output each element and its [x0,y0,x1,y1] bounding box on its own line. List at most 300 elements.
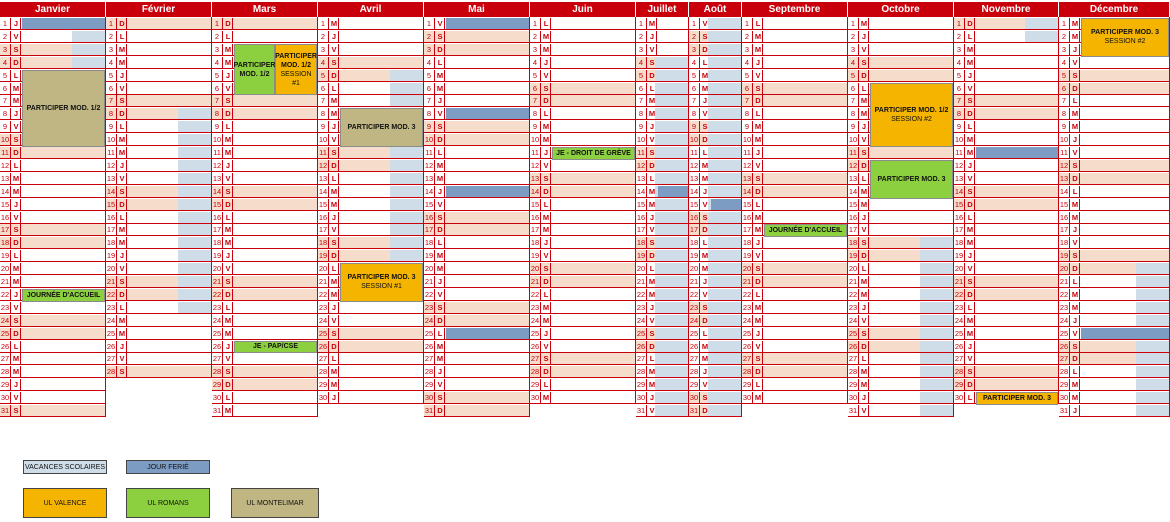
day-février-27 [106,353,212,365]
day-août-13 [689,173,742,185]
vacances-cell [1025,31,1059,42]
day-number: 17 [212,225,222,235]
vacances-cell [708,147,742,158]
day-number: 3 [742,44,753,55]
day-number: 2 [318,31,329,42]
day-number: 2 [106,31,117,42]
day-number: 25 [318,328,328,338]
day-letter: M [330,277,338,286]
day-number: 13 [0,173,10,183]
day-number: 28 [424,367,434,377]
day-number: 5 [954,70,965,81]
day-letter: V [1071,328,1080,339]
vacances-cell [708,328,742,339]
day-number: 7 [1059,95,1070,106]
day-letter: L [542,18,551,29]
vacances-cell [390,199,424,210]
day-janvier-1 [0,18,106,30]
day-number: 3 [0,44,11,55]
day-septembre-19 [742,250,848,262]
day-letter: D [224,379,233,390]
day-number: 16 [954,212,964,222]
day-août-19 [689,250,742,262]
event-sep-accueil[interactable] [764,224,847,237]
day-octobre-21 [848,276,954,288]
day-letter: S [224,186,233,197]
day-number: 15 [848,199,858,209]
day-juillet-5 [636,70,689,82]
day-avril-24 [318,315,424,327]
day-number: 22 [1059,289,1069,299]
day-letter: V [330,44,339,55]
day-letter: J [330,212,339,223]
day-juin-13 [530,173,636,185]
day-letter: L [542,199,551,210]
day-décembre-15 [1059,199,1170,211]
event-dec-mod3[interactable] [1081,18,1169,57]
day-letter: M [966,135,974,145]
day-janvier-12 [0,160,106,172]
day-janvier-20 [0,263,106,275]
day-letter: J [436,276,445,287]
day-number: 22 [689,289,699,299]
day-septembre-23 [742,302,848,314]
vacances-cell [390,83,424,94]
vacances-cell [655,379,689,390]
vacances-cell [390,237,424,248]
day-février-3 [106,44,212,56]
vacances-cell [390,173,424,184]
day-letter: L [436,328,445,339]
day-décembre-5 [1059,70,1170,82]
day-letter: S [436,212,445,223]
vacances-cell [390,160,424,171]
day-number: 29 [424,380,434,390]
event-mar-mod12-romans[interactable] [234,44,275,96]
day-août-23 [689,302,742,314]
event-jan-mod12[interactable] [22,70,105,147]
event-mar-mod12-valence[interactable] [275,44,317,96]
day-number: 5 [424,70,435,81]
vacances-cell [390,212,424,223]
day-janvier-21 [0,276,106,288]
day-number: 25 [636,328,646,338]
day-number: 23 [689,302,699,312]
day-number: 18 [1059,238,1069,248]
vacances-cell [655,302,689,313]
day-number: 19 [530,251,540,261]
day-juillet-20 [636,263,689,275]
day-mars-25 [212,328,318,340]
day-mars-19 [212,250,318,262]
day-number: 13 [106,173,116,183]
day-number: 17 [1059,225,1069,235]
day-décembre-27 [1059,353,1170,365]
day-number: 1 [212,18,223,29]
day-number: 10 [318,135,328,145]
day-letter: V [118,353,127,364]
day-letter: J [118,160,127,171]
vacances-cell [655,276,689,287]
day-letter: M [860,277,868,286]
day-octobre-1 [848,18,954,30]
day-number: 26 [212,341,222,351]
day-letter: J [542,328,551,339]
vacances-cell [708,95,742,106]
day-décembre-21 [1059,276,1170,288]
day-number: 10 [1059,135,1069,145]
vacances-cell [920,237,954,248]
day-number: 4 [848,57,859,68]
day-août-8 [689,108,742,120]
day-number: 9 [318,121,329,132]
day-number: 20 [212,264,222,274]
day-letter: M [224,315,232,325]
day-décembre-17 [1059,224,1170,236]
vacances-cell [178,147,212,158]
day-number: 25 [848,328,858,338]
day-letter: D [860,160,869,171]
event-jan-accueil[interactable] [22,289,105,302]
day-letter: S [1071,250,1080,261]
day-number: 31 [0,406,10,415]
day-letter: S [330,328,339,339]
day-number: 13 [318,173,328,183]
day-letter: M [754,44,762,54]
day-letter: S [648,328,657,339]
day-mai-7 [424,95,530,107]
day-juin-29 [530,379,636,391]
day-letter: M [330,186,338,196]
day-letter: M [701,264,709,274]
day-number: 7 [0,95,11,106]
day-letter: M [860,199,868,209]
day-number: 1 [742,18,753,29]
vacances-cell [655,199,689,210]
day-letter: J [701,186,710,197]
event-title: PARTICIPER MOD. 1/2 [233,61,276,78]
day-number: 28 [1059,367,1069,377]
day-septembre-4 [742,57,848,69]
day-number: 28 [954,367,964,377]
day-number: 14 [1059,186,1069,196]
day-letter: V [330,315,339,326]
day-février-21 [106,276,212,288]
day-number: 23 [212,302,222,312]
day-number: 29 [954,380,964,390]
day-juillet-24 [636,315,689,327]
month-header-10: Octobre [848,2,954,17]
day-number: 1 [636,18,647,29]
event-title: JOURNÉE D'ACCUEIL [26,291,101,299]
day-letter: J [754,328,763,339]
day-avril-17 [318,224,424,236]
day-letter: S [436,121,445,132]
day-number: 20 [106,264,116,274]
day-novembre-10 [954,134,1059,146]
day-number: 8 [318,108,329,119]
day-number: 28 [0,367,10,377]
day-letter: L [860,263,869,274]
day-juillet-10 [636,134,689,146]
day-number: 19 [848,251,858,261]
day-letter: M [754,212,762,222]
day-number: 24 [424,315,434,325]
day-letter: M [754,135,762,145]
vacances-cell [708,302,742,313]
day-number: 1 [689,18,700,29]
day-janvier-16 [0,212,106,224]
vacances-cell [1136,392,1170,403]
day-number: 22 [848,289,858,299]
day-letter: D [648,160,657,171]
day-août-28 [689,366,742,378]
day-letter: M [1071,393,1079,403]
day-letter: J [12,18,21,29]
day-number: 24 [212,315,222,325]
day-juillet-28 [636,366,689,378]
event-oct-mod12[interactable] [870,83,953,148]
day-number: 23 [848,302,858,312]
day-janvier-25 [0,328,106,340]
day-novembre-17 [954,224,1059,236]
day-number: 17 [848,225,858,235]
day-août-14 [689,186,742,198]
vacances-cell [655,250,689,261]
day-letter: S [542,83,551,94]
day-février-20 [106,263,212,275]
day-février-15 [106,199,212,211]
day-janvier-4 [0,57,106,69]
day-number: 18 [848,238,858,248]
vacances-cell [655,224,689,235]
day-letter: J [860,302,869,313]
day-letter: V [648,134,657,145]
day-number: 16 [689,212,699,222]
day-mars-28 [212,366,318,378]
day-avril-12 [318,160,424,172]
day-number: 9 [212,121,223,132]
day-number: 26 [848,341,858,351]
day-letter: V [542,70,551,81]
day-number: 17 [0,225,10,235]
day-mai-3 [424,44,530,56]
day-number: 11 [636,147,647,158]
day-number: 25 [689,328,699,338]
day-letter: M [1071,199,1079,209]
day-letter: M [224,44,232,54]
day-septembre-21 [742,276,848,288]
vacances-cell [178,237,212,248]
day-number: 23 [318,302,328,312]
day-number: 16 [424,212,434,222]
day-number: 14 [636,186,646,196]
day-octobre-22 [848,289,954,301]
day-octobre-2 [848,31,954,43]
day-number: 17 [530,225,540,235]
day-number: 25 [212,328,222,338]
vacances-cell [1136,379,1170,390]
day-mai-26 [424,341,530,353]
day-juillet-14 [636,186,689,198]
day-number: 29 [212,380,222,390]
day-number: 26 [954,341,964,351]
day-number: 20 [848,264,858,274]
day-letter: L [436,57,445,68]
vacances-cell [655,121,689,132]
day-letter: M [330,367,338,377]
day-letter: D [542,276,551,287]
day-number: 19 [636,251,646,261]
day-number: 4 [742,57,753,68]
event-oct-mod3[interactable] [870,160,953,199]
day-juin-21 [530,276,636,288]
day-décembre-26 [1059,341,1170,353]
day-octobre-26 [848,341,954,353]
day-letter: D [330,70,339,81]
vacances-cell [920,366,954,377]
day-number: 29 [636,380,646,390]
day-number: 9 [0,121,11,132]
day-letter: V [754,341,763,352]
day-janvier-27 [0,353,106,365]
day-number: 15 [1059,199,1069,209]
day-letter: S [860,147,869,158]
day-number: 24 [0,315,10,325]
day-letter: J [648,121,657,132]
day-number: 29 [689,380,699,390]
day-août-17 [689,224,742,236]
day-août-15 [689,199,742,211]
day-juin-12 [530,160,636,172]
day-number: 10 [530,135,540,145]
day-letter: M [701,251,709,261]
day-letter: M [648,289,656,299]
day-letter: S [12,224,21,235]
day-number: 1 [106,18,117,29]
day-janvier-30 [0,392,106,404]
day-letter: M [966,225,974,235]
day-letter: L [701,328,710,339]
day-number: 15 [424,199,434,209]
vacances-cell [178,199,212,210]
event-avr-mod3[interactable] [340,108,423,147]
day-number: 18 [636,238,646,248]
vacances-cell [1025,18,1059,29]
day-décembre-12 [1059,160,1170,172]
day-number: 11 [689,147,700,158]
event-juin-greve[interactable] [552,147,635,160]
day-number: 12 [742,160,752,170]
day-août-25 [689,328,742,340]
day-janvier-11 [0,147,106,159]
day-number: 27 [0,354,10,364]
day-letter: M [542,122,550,132]
day-mai-12 [424,160,530,172]
day-number: 18 [954,238,964,248]
day-letter: S [330,147,339,158]
day-septembre-25 [742,328,848,340]
day-letter: M [701,70,709,80]
day-letter: S [224,276,233,287]
day-letter: V [330,134,339,145]
day-août-7 [689,95,742,107]
day-juillet-8 [636,108,689,120]
ferie-cell [446,328,530,339]
day-mai-8 [424,108,530,120]
day-letter: L [701,237,710,248]
vacances-cell [708,224,742,235]
day-number: 31 [636,406,646,415]
day-letter: M [966,315,974,325]
day-letter: M [12,277,20,286]
day-letter: M [542,302,550,312]
month-header-2: Février [106,2,212,17]
event-nov-mod3[interactable] [976,392,1058,405]
day-letter: L [1071,186,1080,197]
day-mai-4 [424,57,530,69]
day-letter: V [754,250,763,261]
day-number: 28 [742,367,752,377]
day-septembre-3 [742,44,848,56]
day-number: 2 [636,31,647,42]
day-août-2 [689,31,742,43]
day-septembre-26 [742,341,848,353]
day-letter: M [224,148,232,157]
day-mai-28 [424,366,530,378]
day-letter: D [436,405,445,416]
day-number: 2 [0,31,11,42]
day-number: 2 [1059,31,1070,42]
day-letter: D [754,276,763,287]
day-letter: J [436,95,445,106]
day-letter: V [966,83,975,94]
vacances-cell [178,250,212,261]
day-avril-15 [318,199,424,211]
vacances-cell [1136,302,1170,313]
day-août-5 [689,70,742,82]
day-letter: J [648,31,657,42]
day-number: 27 [530,354,540,364]
event-avr-mod3-valence[interactable] [340,263,423,302]
day-number: 29 [0,380,10,390]
day-letter: D [436,224,445,235]
day-number: 30 [530,393,540,403]
day-février-6 [106,83,212,95]
day-number: 2 [530,31,541,42]
day-number: 19 [689,251,699,261]
day-letter: S [966,366,975,377]
day-number: 11 [0,147,11,158]
day-letter: J [118,70,127,81]
event-mar-papcse[interactable] [234,341,317,354]
day-number: 26 [106,341,116,351]
day-number: 8 [1059,108,1070,119]
day-letter: L [648,173,657,184]
day-number: 13 [1059,173,1069,183]
day-number: 6 [636,83,647,94]
day-number: 16 [106,212,116,222]
day-juin-22 [530,289,636,301]
day-letter: L [701,147,710,158]
day-letter: M [12,354,20,364]
vacances-cell [655,353,689,364]
day-number: 5 [530,70,541,81]
vacances-cell [708,276,742,287]
day-avril-28 [318,366,424,378]
day-number: 3 [424,44,435,55]
vacances-cell [708,366,742,377]
